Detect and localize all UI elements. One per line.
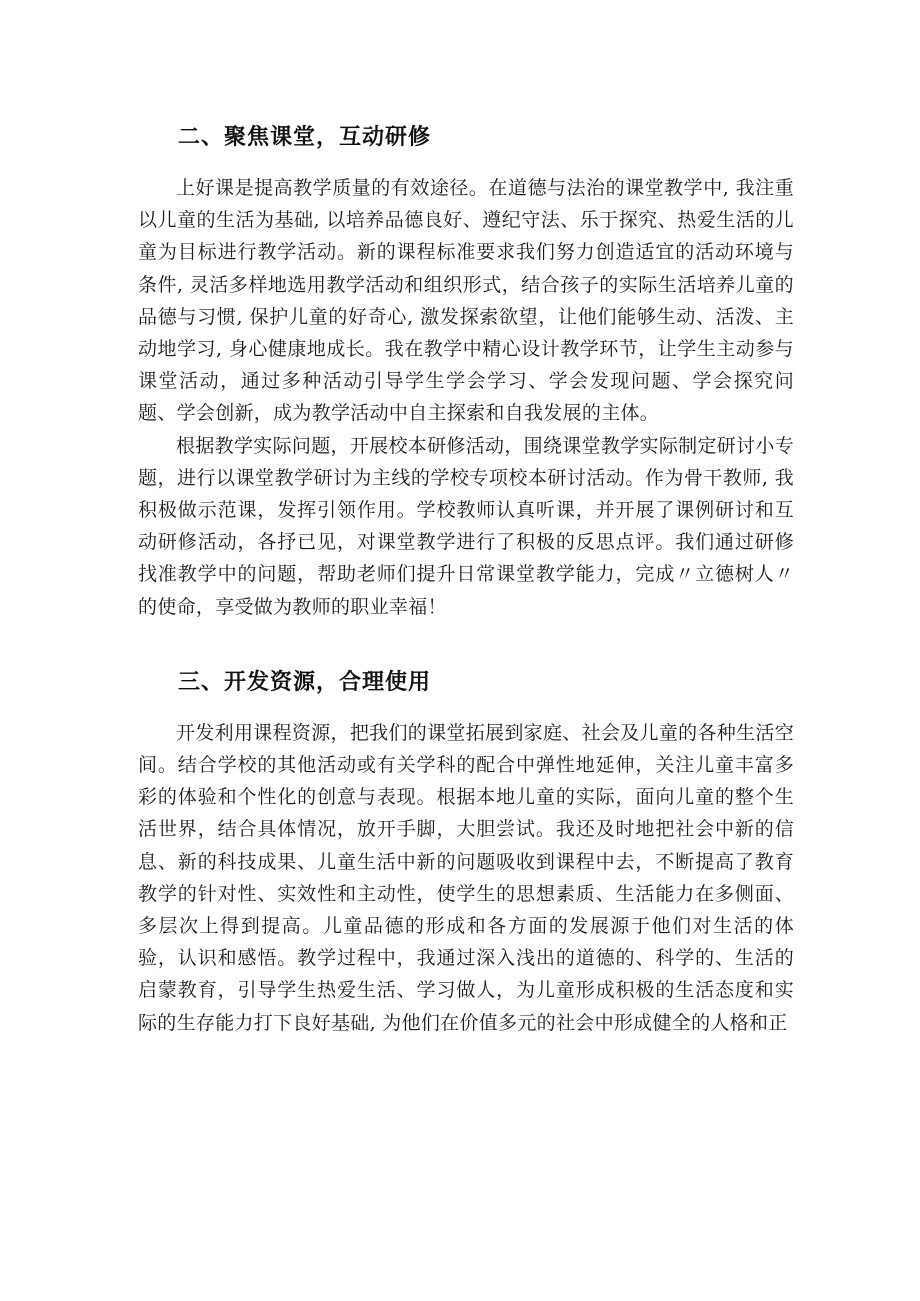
- section-focus-classroom: [138, 118, 794, 623]
- paragraph: 根据教学实际问题，开展校本研修活动，围绕课堂教学实际制定研讨小专题，进行以课堂教学研讨为主线的学校专项校本研讨活动。作为骨干教师, 我积极做示范课，发挥引领作用。学校教师认真听课，并开展了课例研讨和互动研修活动，各抒已见，对课堂教学进行了积极的反思点评。我们通过研修找准教学中的问题，帮助老师们提升日常课堂教学能力，完成〃立德树人〃的使命，享受做为教师的职业幸福！: [138, 434, 794, 618]
- section-heading: 三、开发资源，合理使用: [178, 669, 432, 695]
- paragraph: 上好课是提高教学质量的有效途径。在道德与法治的课堂教学中, 我注重以儿童的生活为基础, 以培养品德良好、遵纪守法、乐于探究、热爱生活的儿童为目标进行教学活动。新的课程标准要求我们努力创造适宜的活动环境与条件, 灵活多样地选用教学活动和组织形式，结合孩子的实际生活培养儿童的品德与习惯, 保护儿童的好奇心, 激发探索欲望，让他们能够生动、活泼、主动地学习, 身心健康地成长。我在教学中精心设计教学环节，让学生主动参与课堂活动，通过多种活动引导学生学会学习、学会发现问题、学会探究问题、学会创新，成为教学活动中自主探索和自我发展的主体。: [138, 177, 794, 425]
- paragraph: 开发利用课程资源，把我们的课堂拓展到家庭、社会及儿童的各种生活空间。结合学校的其他活动或有关学科的配合中弹性地延伸，关注儿童丰富多彩的体验和个性化的创意与表现。根据本地儿童的实际，面向儿童的整个生活世界，结合具体情况，放开手脚，大胆尝试。我还及时地把社会中新的信息、新的科技成果、儿童生活中新的问题吸收到课程中去，不断提高了教育教学的针对性、实效性和主动性，使学生的思想素质、生活能力在多侧面、多层次上得到提高。儿童品德的形成和各方面的发展源于他们对生活的体验，认识和感悟。教学过程中，我通过深入浅出的道德的、科学的、生活的启蒙教育，引导学生热爱生活、学习做人，为儿童形成积极的生活态度和实际的生存能力打下良好基础, 为他们在价值多元的社会中形成健全的人格和正: [138, 721, 794, 1034]
- section-develop-resources: [138, 663, 794, 1039]
- section-heading: 二、聚焦课堂，互动研修: [178, 125, 432, 150]
- document-body: [138, 118, 794, 1039]
